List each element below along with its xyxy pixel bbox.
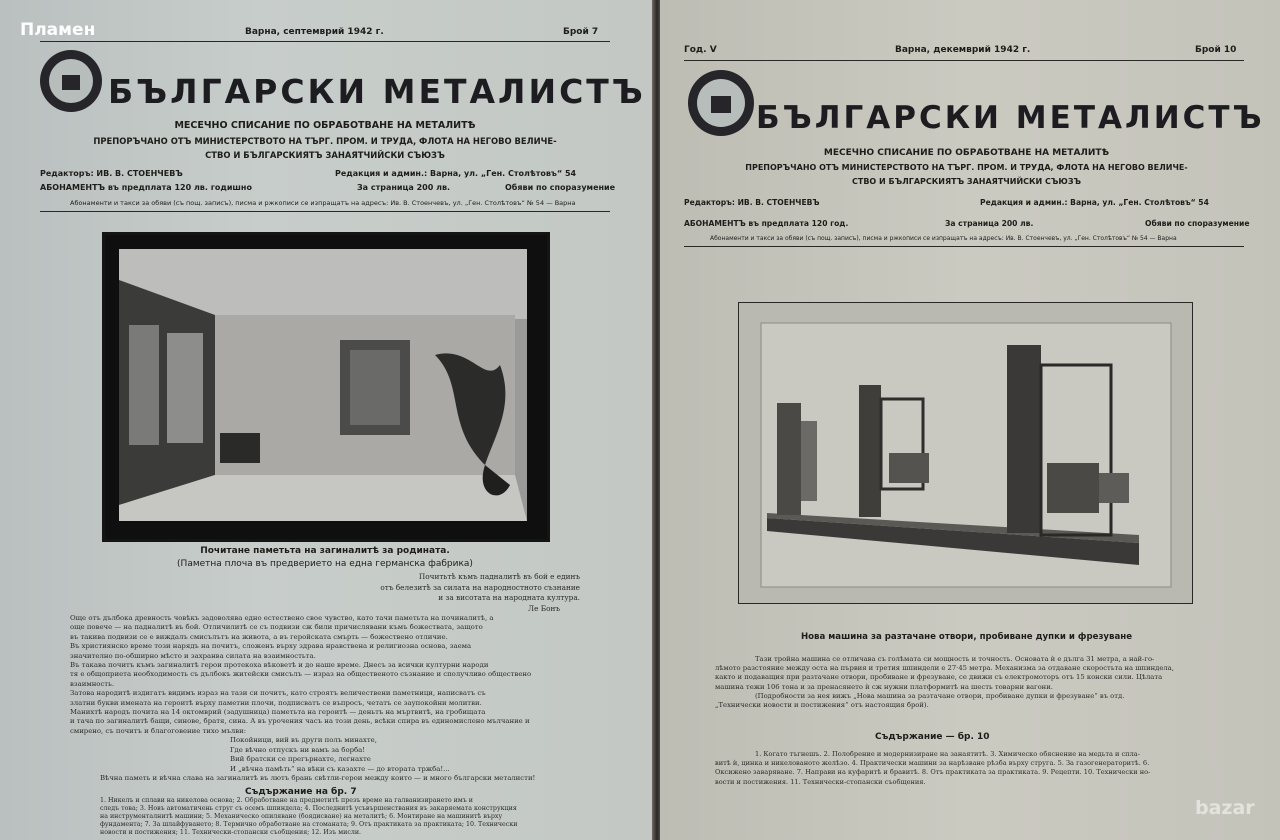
left-article-body [70,614,590,783]
closing-line: Вѣчна паметь и вѣчна слава на загиналитѣ въ лютъ брань свѣтли-герои между които — и много български металисти! [100,773,536,782]
right-place-date: Варна, декемврий 1942 г. [895,45,1031,55]
toc-line: следъ това; 3. Новъ автоматичень струг съ осемъ шпиндела; 4. Последнитѣ усъвършенствания въ закаряемата конструкция [100,805,517,812]
paragraph-line: Манихтѣ народъ почита на 14 октомврий (задушница) паметьта на героитѣ — деньтъ на мъртвитѣ, на гробищата [70,708,486,717]
toc-line: фундамента; 7. За шлайфуването; 8. Термично обработване на стоманата; 9. Отъ практиката за практиката; 10. Технически [100,821,518,828]
paragraph-line: Въ такава почитъ къмъ загиналитѣ герои протекоха вѣковетѣ и до наше време. Днесъ за всички културни народи [70,661,489,670]
poem-line: Вий братски се прегърнахте, легнахте [230,755,371,764]
left-photo-caption: Почитане паметьта на загиналитѣ за родината. [200,546,450,556]
toc-line: новости и постижения; 11. Технически-стопански съобщения; 12. Изъ мисли. [100,829,362,836]
left-recommend-line-1: ПРЕПОРЪЧАНО ОТЪ МИНИСТЕРСТВОТО НА ТЪРГ. ПРОМ. И ТРУДА, ФЛОТА НА НЕГОВО ВЕЛИЧЕ- [93,136,557,146]
epigraph-line: Почитьтѣ къмъ падналитѣ въ бой е единъ [418,572,580,581]
left-page-price: За страница 200 лв. [357,183,451,192]
epigraph-line: и за висотата на народната култура. [438,593,580,602]
boring-machine-image [739,303,1192,603]
paragraph-line: тя е общоприета необходимость съ дълбокъ житейски смисълъ — израз на общественото съзнание и сполучливо обществено [70,670,532,679]
paragraph-line: взаимность. [70,679,115,688]
paragraph-line: смирено, съ почитъ и благоговение тихо мълви: [70,726,247,735]
paragraph-line: както и подаващия при разтачане отвори, пробиване и фрезуване, се движи съ електромоторъ отъ 15 конски сили. Цѣлата [715,673,1163,682]
right-photo-caption: Нова машина за разтачане отвори, пробиване дупки и фрезуване [800,632,1133,642]
paragraph-line: Още отъ дълбока древность човѣкъ задоволява едно естествено свое чувство, като тачи паметьта на починалитѣ, а [70,614,494,622]
paragraph-line: златни букви имената на героитѣ върху паметни плочи, подписватъ се въпросъ, четатъ се заупокойни молитви. [70,698,482,707]
left-header-rule [40,211,610,212]
right-toc-title: Съдържание — бр. 10 [875,732,990,742]
right-subtitle: МЕСЕЧНО СПИСАНИЕ ПО ОБРАБОТВАНЕ НА МЕТАЛИТѢ [823,148,1110,158]
right-article-body [715,655,1255,710]
toc-line: на инструменталнитѣ машини; 5. Механическо опиляване (боядисване) на металитѣ; 6. Монтиране на машинитѣ върху [100,813,503,820]
right-editor: Редакторъ: ИВ. В. СТОЕНЧЕВЪ [684,198,820,207]
left-ads: Обяви по споразумение [505,183,616,192]
right-magazine-page [660,0,1280,840]
right-recommend-line-2: СТВО И БЪЛГАРСКИЯТЪ ЗАНАЯТЧИЙСКИ СЪЮЗЪ [851,177,1082,186]
paragraph-line: лѣмото разстояние между оста на първия и третия шпиндели е 27·45 метра. Механизма за отдаване скоростьта на шпиндела, [715,664,1174,673]
left-issue-number: Брой 7 [563,27,599,37]
poem-line: Покойници, вий въ други полъ минахте, [230,736,377,745]
left-toc [100,797,590,837]
epigraph-author: Ле Бонъ [528,603,560,613]
left-editor: Редакторъ: ИВ. В. СТОЕНЧЕВЪ [40,169,183,178]
epigraph-line: отъ белезитѣ за силата на народностното съзнание [380,582,580,592]
left-subtitle: МЕСЕЧНО СПИСАНИЕ ПО ОБРАБОТВАНЕ НА МЕТАЛИТѢ [174,120,476,131]
right-address-line: Абонаменти и такси за обяви (съ пощ. записъ), писма и ржкописи се изпращатъ на адресъ: Ив. В. Стоенчевъ, ул. „Ген. Столѣтовъ“ № 54 — Варна [710,235,1177,242]
left-office-address: Редакция и админ.: Варна, ул. „Ген. Столѣтовъ“ 54 [335,169,577,178]
paragraph-line: въ такива подвизи се е виждалъ смисълътъ на живота, а въ геройската смърть — божествено отличие. [70,632,448,641]
watermark-bottom-right: bazar [1195,797,1255,819]
right-page-price: За страница 200 лв. [945,219,1034,228]
paragraph-line: „Технически новости и постижения“ отъ настоящия брой). [715,701,929,710]
left-place-date: Варна, септемврий 1942 г. [245,27,384,37]
right-issue-number: Брой 10 [1195,45,1237,55]
toc-line: 1. Когато тъгнешъ. 2. Полобрение и модернизиране на занаятитѣ. 3. Химическо обяснение на медьта и спла- [755,750,1140,758]
right-year: Год. V [684,45,717,55]
paragraph-line: Въ християнско време този нарядъ на почитъ, сложенъ върху здрава нравствена и религиозна основа, заема [70,642,472,651]
right-machine-photo-frame [738,302,1193,604]
left-photo-subcaption: (Паметна плоча въ предверието на една германска фабрика) [177,559,473,569]
left-address-line: Абонаменти и такси за обяви (съ пощ. записъ), писма и ржкописи се изпращатъ на адресъ: Ив. В. Стоенчевъ, ул. „Ген. Столѣтовъ“ № 54 — Варна [70,199,576,207]
paragraph-line: и тача по загиналитѣ бащи, синове, братя, сина. А въ урочения часъ на този день, всѣки спира въ единомислено мълчание и [70,717,530,726]
left-subscription: АБОНАМЕНТЪ въ предплата 120 лв. годишно [40,183,252,192]
paragraph-line: (Подробности за нея вижъ „Нова машина за разтачане отвори, пробиване дупки и фрезуване“ въ отд. [755,691,1125,700]
right-header-rule [684,246,1244,247]
left-masthead-logo-icon [40,50,102,112]
toc-line: 1. Никелъ и сплави на никелова основа; 2. Обработване на предметитѣ презъ време на галванизирането имъ и [100,797,473,804]
right-top-rule [684,60,1244,61]
left-top-rule [40,41,610,42]
poem-line: Где вѣчно отпускъ ни вамъ за борба! [230,745,366,754]
right-masthead-title: БЪЛГАРСКИ МЕТАЛИСТЪ [756,100,1265,136]
right-ads: Обяви по споразумение [1145,219,1250,228]
paragraph-line: значително по-обширно мѣсто и захранва силата на взаимностьта. [70,651,316,660]
poem-line: И „вѣчна памѣть“ на вѣки съ казахте — до втората тржба!... [230,764,450,773]
left-epigraph [300,572,580,614]
right-subscription: АБОНАМЕНТЪ въ предплата 120 год. [684,219,849,228]
right-toc [715,750,1260,787]
right-masthead-logo-icon [688,70,754,136]
watermark-top-left: Пламен [20,20,96,40]
toc-line: вости и постижения. 11. Технически-стопански съобщения. [715,777,926,786]
right-recommend-line-1: ПРЕПОРЪЧАНО ОТЪ МИНИСТЕРСТВОТО НА ТЪРГ. ПРОМ. И ТРУДА, ФЛОТА НА НЕГОВО ВЕЛИЧЕ- [745,163,1188,172]
toc-line: витѣ ѝ, цинка и никелованото желѣзо. 4. Практически машини за нарѣзване рѣзба върху струга. 5. За газогенераторитѣ. 6. [715,759,1150,768]
paragraph-line: Тази тройна машина се отличава съ голѣмата си мощность и точность. Основата ѝ е дълга 31 метра, а най-го- [755,655,1155,663]
left-toc-title: Съдържание на бр. 7 [245,787,357,797]
paragraph-line: Затова народитѣ издигатъ видимъ израз на тази си почитъ, като строятъ величествени паметници, написватъ съ [70,689,486,698]
left-memorial-photo [102,232,550,542]
right-office-address: Редакция и админ.: Варна, ул. „Ген. Столѣтовъ“ 54 [980,198,1209,207]
toc-line: Оксижено заваряване. 7. Направи на куфаритѣ и бравитѣ. 8. Отъ практиката за практиката. 9. Рецепти. 10. Технически но- [715,768,1151,777]
memorial-hall-image [105,235,541,533]
paragraph-line: още повече — на падналитѣ въ бой. Отличилитѣ се съ подвизи сж били причислявани къмъ божествата, защото [70,623,483,632]
left-masthead-title: БЪЛГАРСКИ МЕТАЛИСТЪ [108,72,646,111]
left-recommend-line-2: СТВО И БЪЛГАРСКИЯТЪ ЗАНАЯТЧИЙСКИ СЪЮЗЪ [205,150,445,160]
paragraph-line: машина тежи 106 тона и за пренасянето ѝ сж нужни платформитѣ на шесть товарни вагони. [715,682,1053,691]
